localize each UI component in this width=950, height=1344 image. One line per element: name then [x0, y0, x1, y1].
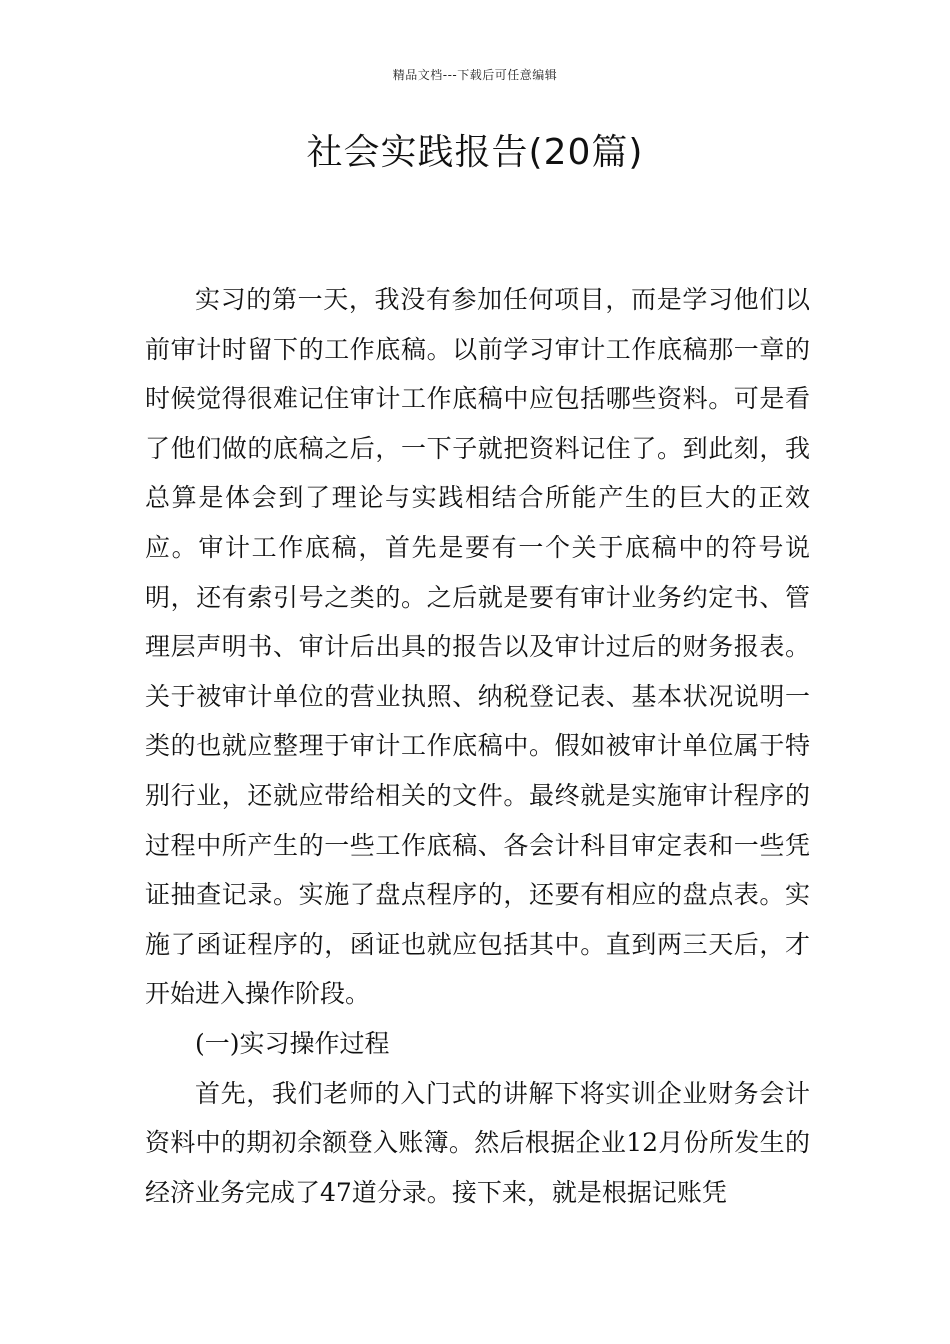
section-heading: (一)实习操作过程: [195, 1028, 390, 1058]
paragraph: 首先，我们老师的入门式的讲解下将实训企业财务会计资料中的期初余额登入账簿。然后根据企业12月份所发生的经济业务完成了47道分录。接下来，就是根据记账凭: [145, 1078, 810, 1207]
paragraph: 实习的第一天，我没有参加任何项目，而是学习他们以前审计时留下的工作底稿。以前学习审计工作底稿那一章的时候觉得很难记住审计工作底稿中应包括哪些资料。可是看了他们做的底稿之后，一下子就把资料记住了。到此刻，我总算是体会到了理论与实践相结合所能产生的巨大的正效应。审计工作底稿，首先是要有一个关于底稿中的符号说明，还有索引号之类的。之后就是要有审计业务约定书、管理层声明书、审计后出具的报告以及审计过后的财务报表。关于被审计单位的营业执照、纳税登记表、基本状况说明一类的也就应整理于审计工作底稿中。假如被审计单位属于特别行业，还就应带给相关的文件。最终就是实施审计程序的过程中所产生的一些工作底稿、各会计科目审定表和一些凭证抽查记录。实施了盘点程序的，还要有相应的盘点表。实施了函证程序的，函证也就应包括其中。直到两三天后，才开始进入操作阶段。: [145, 285, 810, 1009]
document-body: [145, 275, 810, 1217]
header-note: 精品文档---下载后可任意编辑: [392, 68, 558, 82]
page-title: 社会实践报告(20篇): [306, 132, 644, 173]
